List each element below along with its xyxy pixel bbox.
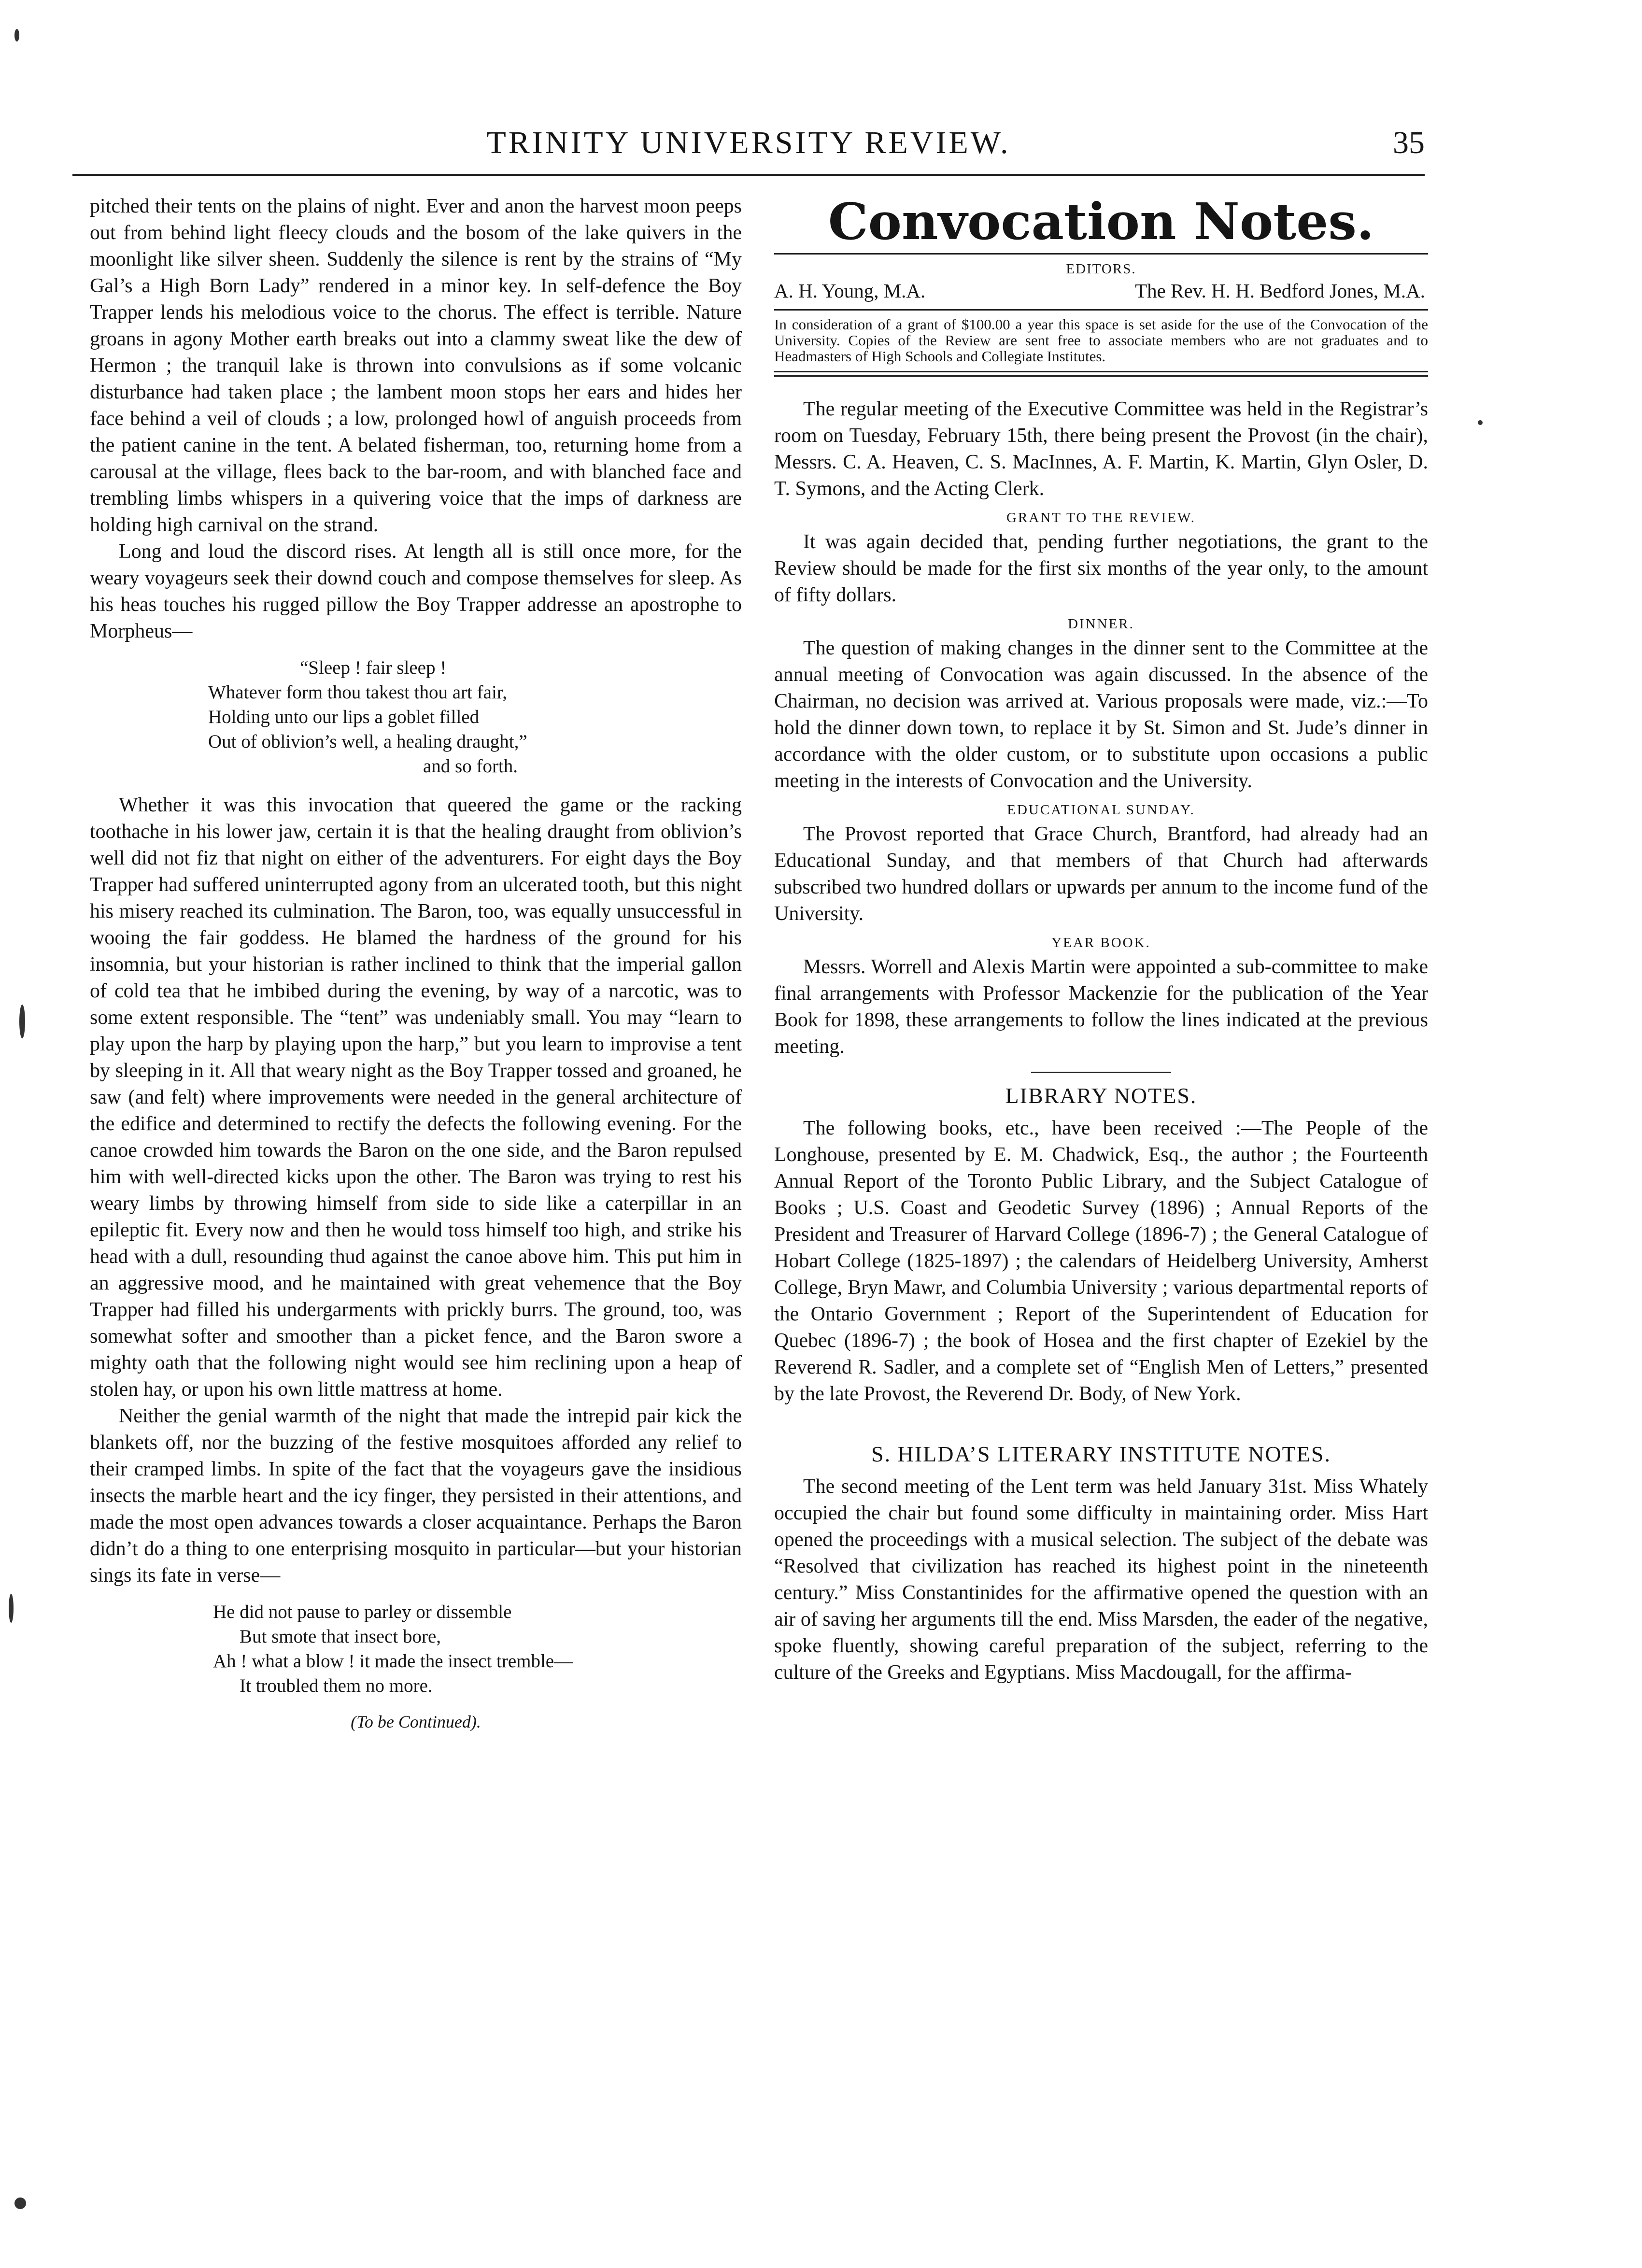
- verse-line: Holding unto our lips a goblet filled: [208, 707, 480, 727]
- verse-line: Ah ! what a blow ! it made the insect tremble—: [213, 1651, 573, 1672]
- hilda-notes-heading: S. HILDA’S LITERARY INSTITUTE NOTES.: [871, 1442, 1331, 1466]
- section-title: Convocation Notes.: [828, 192, 1374, 251]
- sunday-paragraph: The Provost reported that Grace Church, Brantford, had already had an Educational Sunday, and that members of that Church had afterwards subscribed two hundred dollars or upwards per annum to the income fund of the University.: [774, 823, 1428, 925]
- note-rule: [774, 309, 1428, 311]
- hilda-paragraph: The second meeting of the Lent term was held January 31st. Miss Whately occupied the chair but found some difficulty in maintaining order. Miss Hart opened the proceedings with a musical selection. The subject of the debate was “Resolved that civilization has reached its highest point in the nineteenth century.” Miss Constantinides for the affirmative opened the question with an air of saving her arguments till the end. Miss Marsden, the eader of the negative, spoke fluently, showing careful preparation of the subject, referring to the culture of the Greeks and Egyptians. Miss Macdougall, for the affirma-: [774, 1475, 1428, 1684]
- editor-name: A. H. Young, M.A.: [774, 280, 926, 302]
- page-number: 35: [1393, 125, 1425, 160]
- editors-label: EDITORS.: [1066, 261, 1136, 277]
- meeting-paragraph: The regular meeting of the Executive Committee was held in the Registrar’s room on Tuesday, February 15th, there being present the Provost (in the chair), Messrs. C. A. Heaven, C. S. MacInnes, A. F. Martin, K. Martin, Glyn Osler, D. T. Symons, and the Acting Clerk.: [774, 398, 1428, 500]
- running-title: TRINITY UNIVERSITY REVIEW.: [486, 125, 1011, 160]
- verse-line: “Sleep ! fair sleep !: [300, 657, 447, 678]
- grant-note: In consideration of a grant of $100.00 a year this space is set aside for the use of the Convocation of the University. Copies of the Review are sent free to associate members who are not graduates and to Headmasters of High Schools and Collegiate Institutes.: [774, 316, 1428, 365]
- subhead-dinner: DINNER.: [1068, 616, 1134, 632]
- left-column: [90, 193, 742, 1732]
- library-notes-heading: LIBRARY NOTES.: [1005, 1083, 1197, 1108]
- dinner-paragraph: The question of making changes in the dinner sent to the Committee at the annual meeting of Convocation was again discussed. In the absence of the Chairman, no decision was arrived at. Various proposals were made, viz.:—To hold the dinner down town, to replace it by St. Simon and St. Jude’s dinner in accordance with the older custom, or to substitute upon occasions a public meeting in the interests of Convocation and the University.: [774, 637, 1428, 792]
- verse-line: He did not pause to parley or dissemble: [213, 1602, 512, 1622]
- scan-speck: [19, 1005, 25, 1038]
- yearbook-paragraph: Messrs. Worrell and Alexis Martin were appointed a sub-committee to make final arrangements with Professor Mackenzie for the publication of the Year Book for 1898, these arrangements to follow the lines indicated at the previous meeting.: [774, 956, 1428, 1058]
- editors-line: [774, 279, 1425, 302]
- story-paragraph-3: Whether it was this invocation that queered the game or the racking toothache in his lower jaw, certain it is that the healing draught from oblivion’s well did not fiz that night on either of the adventurers. For eight days the Boy Trapper had suffered uninterrupted agony from an ulcerated tooth, but this night his misery reached its culmination. The Baron, too, was equally unsuccessful in wooing the fair goddess. He blamed the hardness of the ground for his insomnia, but your historian is rather inclined to think that the imperial gallon of cold tea that he imbibed during the evening, by way of a narcotic, was to some extent responsible. The “tent” was undeniably small. You may “learn to play upon the harp by playing upon the harp,” but you learn to improvise a tent by sleeping in it. All that weary night as the Boy Trapper tossed and groaned, he saw (and felt) where improvements were needed in the general architecture of the edifice and determined to rectify the defects the following evening. For the canoe crowded him towards the Baron on the one side, and the Baron repulsed him with well-directed kicks upon the other. The Baron was trying to rest his weary limbs by throwing himself from side to side like a caterpillar in an epileptic fit. Every now and then he would toss himself too high, and strike his head with a dull, resounding thud against the canoe above him. This put him in an aggressive mood, and he maintained with great vehemence that the Boy Trapper had filled his undergarments with prickly burrs. The ground, too, was somewhat softer and smoother than a picket fence, and the Baron swore a mighty oath that the following night would see him reclining upon a heap of stolen hay, or upon his own little mattress at home.: [90, 794, 742, 1401]
- scan-speck: [9, 1594, 14, 1623]
- subhead-educational-sunday: EDUCATIONAL SUNDAY.: [1007, 802, 1195, 818]
- scan-speck: [14, 2197, 26, 2209]
- to-be-continued: (To be Continued).: [351, 1712, 481, 1731]
- section-divider: [1031, 1072, 1171, 1073]
- story-paragraph-2: Long and loud the discord rises. At length all is still once more, for the weary voyageurs seek their downd couch and compose themselves for sleep. As his heas touches his rugged pillow the Boy Trapper addresse an apostrophe to Morpheus—: [90, 540, 742, 642]
- scan-speck: [14, 29, 19, 42]
- page-header: [72, 121, 1425, 176]
- verse-line: Whatever form thou takest thou art fair,: [208, 682, 507, 703]
- library-paragraph: The following books, etc., have been received :—The People of the Longhouse, presented by E. M. Chadwick, Esq., the author ; the Fourteenth Annual Report of the Toronto Public Library, and the Subject Catalogue of Books ; U.S. Coast and Geodetic Survey (1896) ; Annual Reports of the President and Treasurer of Harvard College (1896-7) ; the General Catalogue of Hobart College (1825-1897) ; the calendars of Heidelberg University, Amherst College, Bryn Mawr, and Columbia University ; various departmental reports of the Ontario Government ; Report of the Superintendent of Education for Quebec (1896-7) ; the book of Hosea and the first chapter of Ezekiel by the Reverend R. Sadler, and a complete set of “English Men of Letters,” presented by the late Provost, the Reverend Dr. Body, of New York.: [774, 1117, 1428, 1405]
- mosquito-verse: [90, 1600, 742, 1698]
- story-paragraph-1: pitched their tents on the plains of night. Ever and anon the harvest moon peeps out from behind light fleecy clouds and the bosom of the lake quivers in the moonlight like silver sheen. Suddenly the silence is rent by the strains of “My Gal’s a High Born Lady” rendered in a minor key. In self-defence the Boy Trapper lends his melodious voice to the chorus. The effect is terrible. Nature groans in agony Mother earth breaks out into a clammy sweat like the dew of Hermon ; the tranquil lake is thrown into convulsions as if some volcanic disturbance had taken place ; the lambent moon stops her ears and hides her face behind a veil of clouds ; a low, prolonged howl of anguish proceeds from the patient canine in the tent. A belated fisherman, too, returning home from a carousal at the village, flees back to the bar-room, and with blanched face and trembling limbs whispers in a quivering voice that the imps of darkness are holding high carnival on the strand.: [90, 195, 742, 536]
- editor-name: The Rev. H. H. Bedford Jones, M.A.: [1135, 280, 1425, 302]
- sleep-verse: [90, 655, 742, 779]
- grant-paragraph: It was again decided that, pending further negotiations, the grant to the Review should be made for the first six months of the year only, to the amount of fifty dollars.: [774, 531, 1428, 606]
- double-rule: [774, 371, 1428, 377]
- right-column: [774, 193, 1428, 1686]
- scan-speck: [1478, 420, 1483, 425]
- verse-line: Out of oblivion’s well, a healing draught,”: [208, 731, 527, 752]
- subhead-grant: GRANT TO THE REVIEW.: [1006, 510, 1196, 525]
- verse-line: It troubled them no more.: [240, 1675, 433, 1696]
- verse-line: But smote that insect bore,: [240, 1626, 441, 1647]
- verse-line: and so forth.: [423, 756, 518, 777]
- subhead-year-book: YEAR BOOK.: [1051, 935, 1151, 950]
- title-rule: [774, 253, 1428, 255]
- story-paragraph-4: Neither the genial warmth of the night that made the intrepid pair kick the blankets off, nor the buzzing of the festive mosquitoes afforded any relief to their cramped limbs. In spite of the fact that the voyageurs gave the insidious insects the marble heart and the icy finger, they persisted in their attentions, and made the most open advances towards a closer acquaintance. Perhaps the Baron didn’t do a thing to one enterprising mosquito in particular—but your historian sings its fate in verse—: [90, 1405, 742, 1587]
